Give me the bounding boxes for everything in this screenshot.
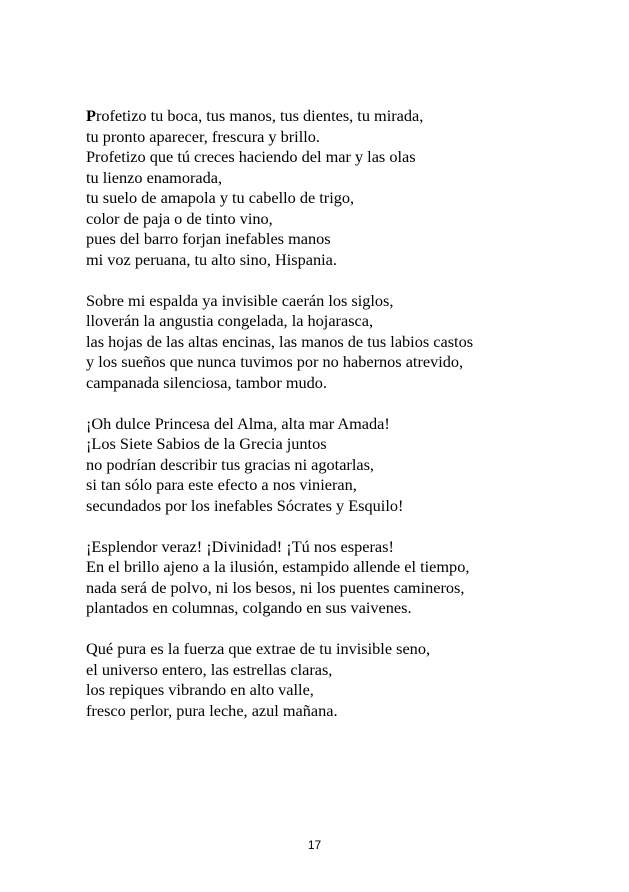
- poem-line: tu lienzo enamorada,: [86, 167, 223, 187]
- poem-line: Sobre mi espalda ya invisible caerán los siglos,: [86, 290, 394, 310]
- poem-line: [86, 106, 606, 127]
- poem-line: lloverán la angustia congelada, la hojarasca,: [86, 311, 374, 330]
- poem-line-text: rofetizo tu boca, tus manos, tus dientes, tu mirada,: [95, 106, 424, 125]
- poem-line: plantados en columnas, colgando en sus vaivenes.: [86, 598, 412, 617]
- stanza-3: [86, 414, 606, 517]
- poem-line: ¡Esplendor veraz! ¡Divinidad! ¡Tú nos esperas!: [86, 536, 394, 556]
- poem-line: si tan sólo para este efecto a nos vinieran,: [86, 475, 357, 494]
- drop-initial: P: [86, 106, 96, 125]
- stanza-2: [86, 291, 606, 394]
- poem-line: mi voz peruana, tu alto sino, Hispania.: [86, 249, 337, 269]
- poem-line: fresco perlor, pura leche, azul mañana.: [86, 700, 338, 720]
- poem-line: ¡Los Siete Sabios de la Grecia juntos: [86, 434, 327, 453]
- poem-line: el universo entero, las estrellas claras,: [86, 659, 333, 679]
- poem-line: color de paja o de tinto vino,: [86, 208, 273, 228]
- poem-line: tu suelo de amapola y tu cabello de trigo,: [86, 188, 355, 207]
- poem-line: pues del barro forjan inefables manos: [86, 229, 331, 248]
- stanza-4: [86, 537, 606, 619]
- poem-body: [86, 106, 606, 742]
- poem-line: ¡Oh dulce Princesa del Alma, alta mar Amada!: [86, 413, 390, 433]
- stanza-1: [86, 106, 606, 270]
- poem-line: tu pronto aparecer, frescura y brillo.: [86, 126, 320, 146]
- poem-line: Profetizo que tú creces haciendo del mar y las olas: [86, 147, 416, 166]
- poem-line: nada será de polvo, ni los besos, ni los puentes camineros,: [86, 577, 465, 597]
- poem-line: las hojas de las altas encinas, las manos de tus labios castos: [86, 331, 474, 351]
- poem-line: y los sueños que nunca tuvimos por no habernos atrevido,: [86, 352, 464, 371]
- poem-line: los repiques vibrando en alto valle,: [86, 680, 314, 699]
- poem-line: secundados por los inefables Sócrates y Esquilo!: [86, 495, 404, 515]
- poem-line: En el brillo ajeno a la ilusión, estampido allende el tiempo,: [86, 557, 470, 576]
- poem-line: Qué pura es la fuerza que extrae de tu invisible seno,: [86, 639, 431, 658]
- poem-line: campanada silenciosa, tambor mudo.: [86, 372, 327, 392]
- page-number: 17: [307, 838, 322, 852]
- stanza-5: [86, 639, 606, 721]
- poem-line: no podrían describir tus gracias ni agotarlas,: [86, 454, 374, 474]
